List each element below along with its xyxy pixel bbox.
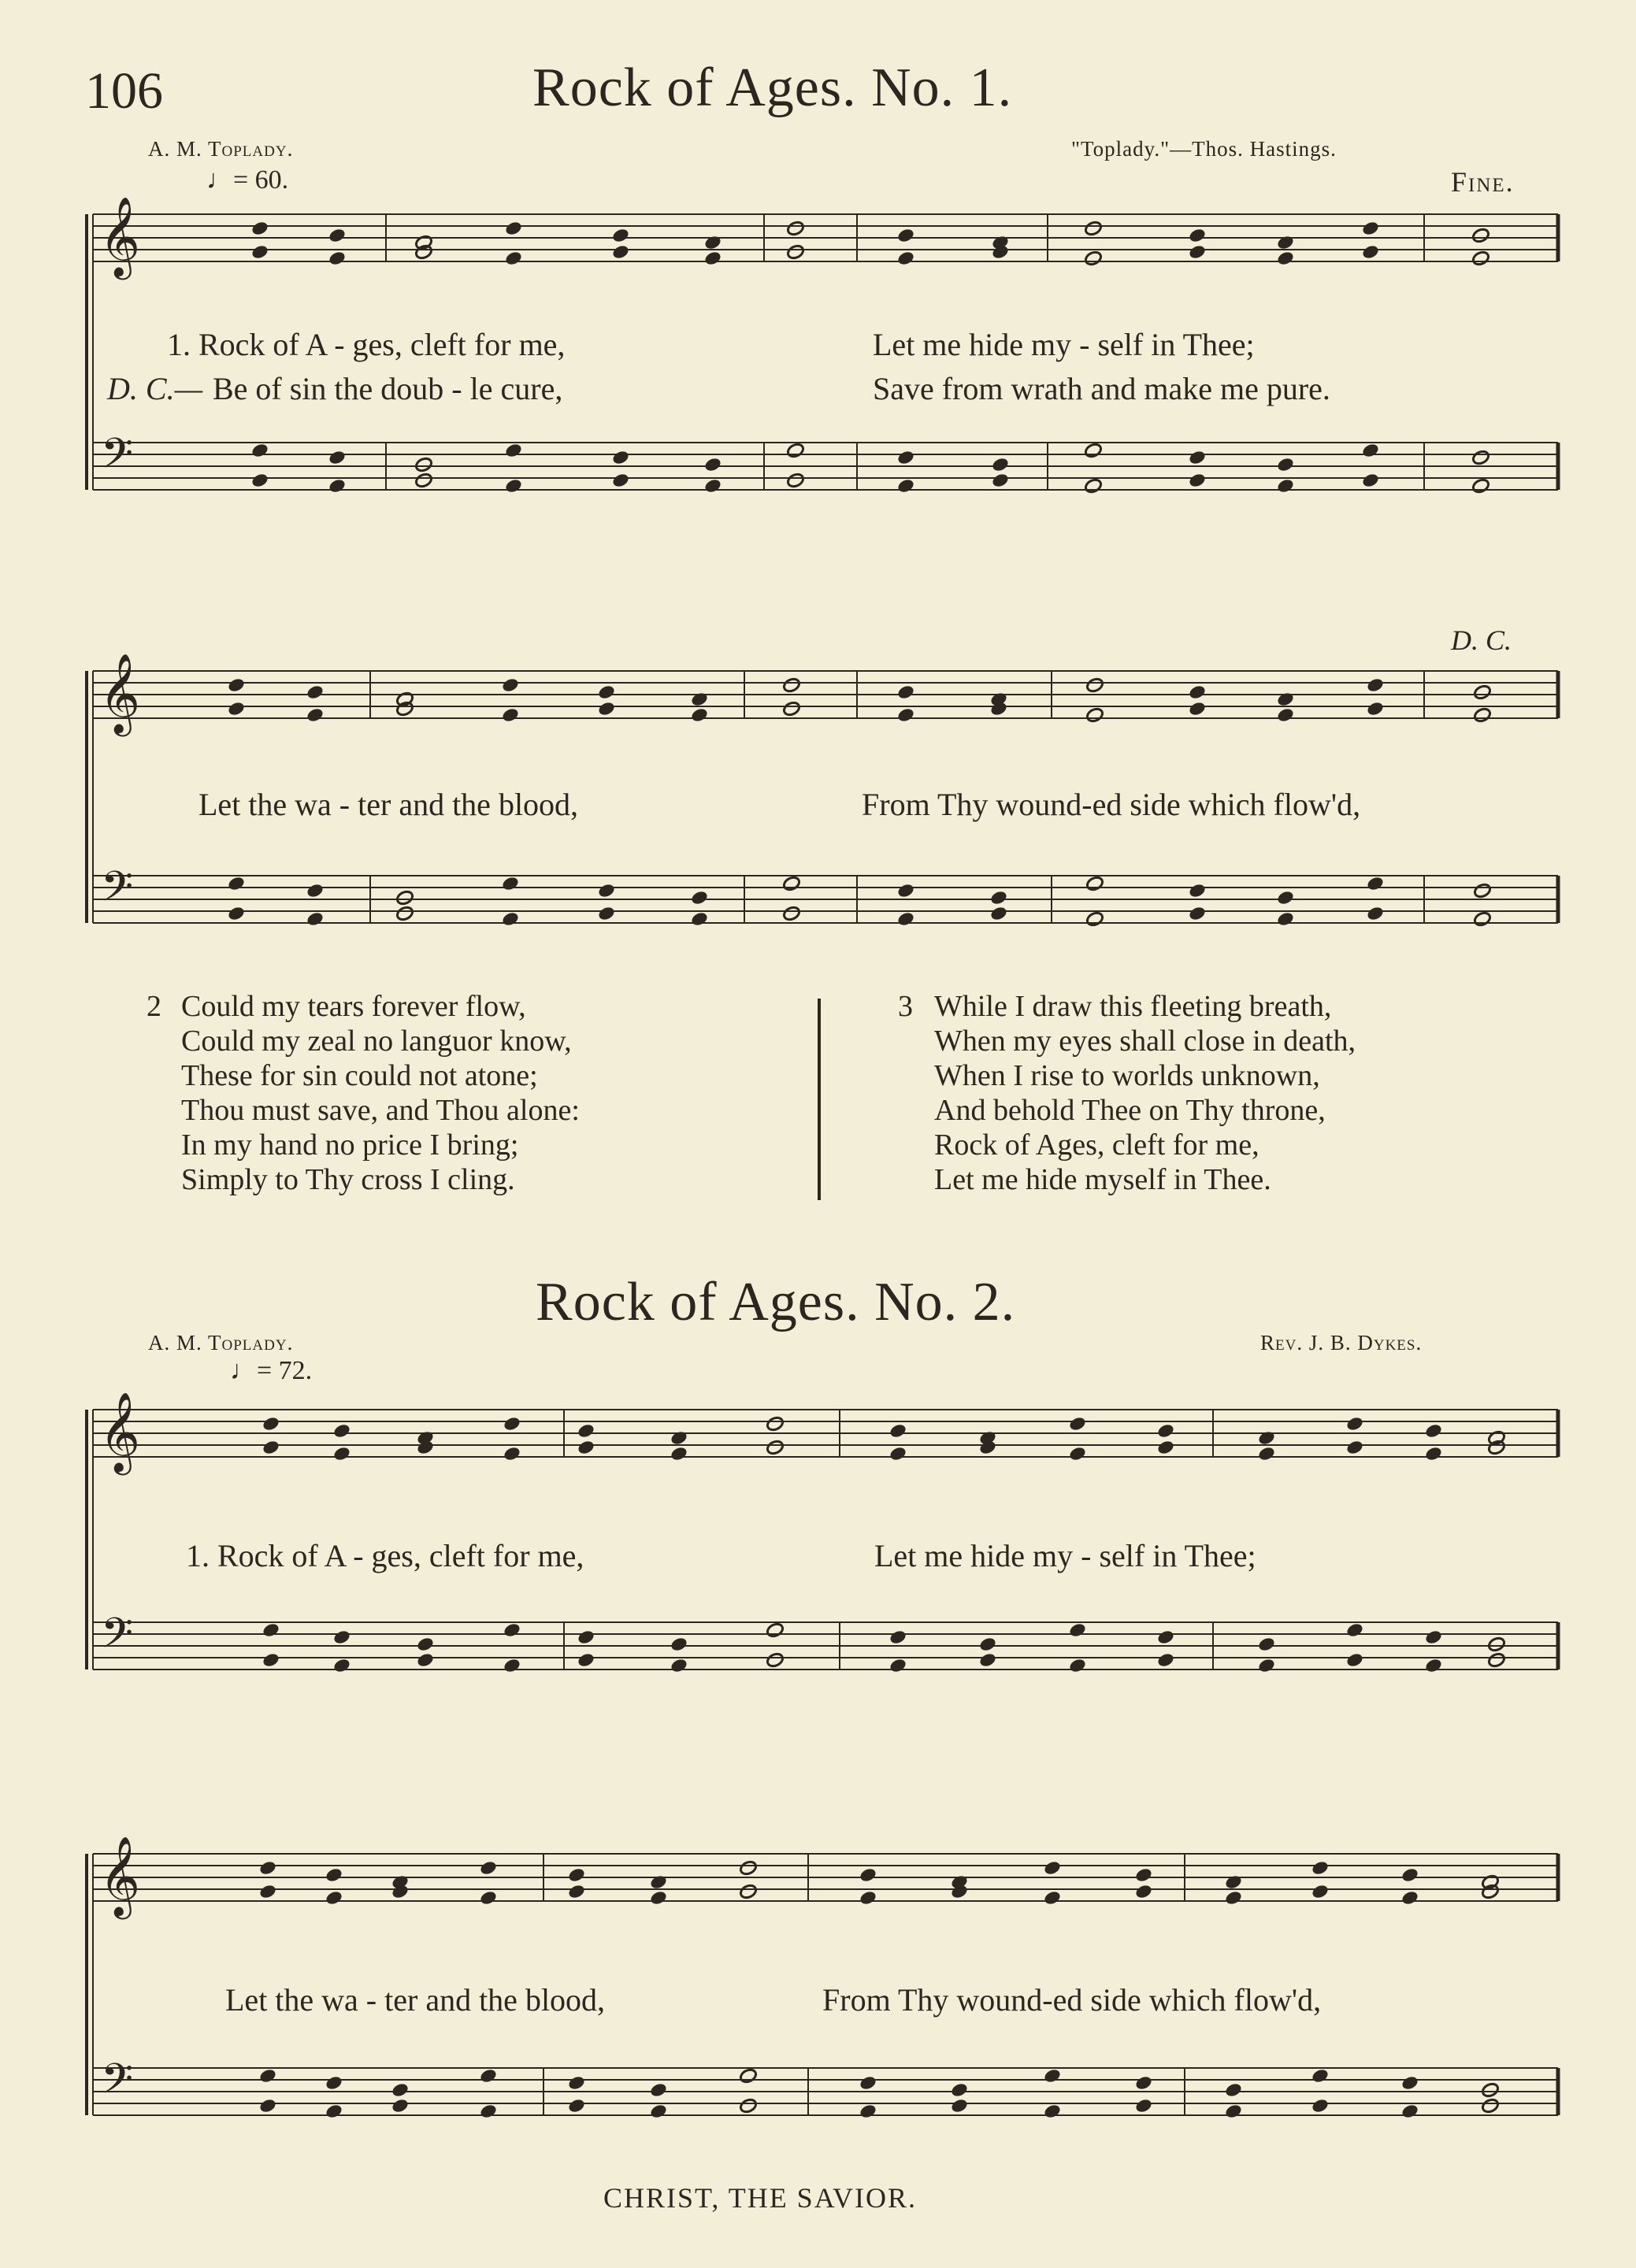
hymn2-system1-note: [1156, 1439, 1175, 1455]
hymn2-system2-bass-clef: 𝄢: [101, 2055, 134, 2114]
hymn1-system1-note: [1471, 449, 1490, 465]
hymn2-system2-note: [950, 2097, 969, 2114]
hymn1-system1-note: [703, 250, 722, 266]
hymn1-system1-note: [1361, 243, 1380, 260]
hymn2-system2-note: [1224, 2081, 1243, 2098]
section-footer: CHRIST, THE SAVIOR.: [603, 2182, 918, 2214]
hymn1-system1-note: [1276, 456, 1295, 472]
hymn1-system1-note: [328, 449, 347, 465]
hymn2-title: Rock of Ages. No. 2.: [536, 1272, 1016, 1332]
hymn1-system2-note: [501, 676, 520, 693]
stanza-2-line-4: Thou must save, and Thou alone:: [181, 1094, 580, 1127]
hymn1-system2-note: [597, 684, 616, 700]
hymn2-system2-note: [479, 1859, 498, 1876]
hymn2-system1-note: [1345, 1439, 1364, 1455]
hymn1-system1-note: [1361, 220, 1380, 236]
hymn2-lyrics-line2b: From Thy wound-ed side which flow'd,: [822, 1982, 1322, 2018]
hymn2-system1-note: [766, 1439, 785, 1455]
hymn2-system2-note: [258, 2067, 277, 2084]
hymn2-system1-note: [577, 1651, 595, 1668]
hymn2-author: A. M. Toplady.: [148, 1331, 294, 1354]
hymn1-system2-note: [690, 889, 709, 906]
hymn1-lyrics-line3: Let the wa - ter and the blood,: [198, 787, 579, 822]
hymn1-system1-note: [611, 227, 630, 243]
hymn1-system1-note: [991, 472, 1010, 488]
hymn2-system2-note: [1134, 1883, 1153, 1899]
hymn1-system1-note: [1471, 250, 1490, 266]
hymn1-system2-note: [1473, 882, 1492, 899]
hymn1-system1-note: [1188, 449, 1207, 465]
hymn1-system1-note: [250, 243, 269, 260]
hymn2-system1-note: [1345, 1621, 1364, 1638]
hymn1-composer: "Toplady."—Thos. Hastings.: [1071, 137, 1337, 161]
hymn1-system2-note: [1276, 706, 1295, 723]
stanza-3-line-2: When my eyes shall close in death,: [934, 1025, 1356, 1058]
stanza-3-line-3: When I rise to worlds unknown,: [934, 1059, 1320, 1092]
hymn2-system2-note: [1400, 1866, 1419, 1883]
hymn1-system1-note: [896, 477, 915, 494]
hymn2-system2-note: [325, 1866, 343, 1883]
hymn2-system2-treble-clef: 𝄞: [99, 1835, 141, 1916]
hymn2-system1-note: [1487, 1636, 1506, 1652]
hymn1-system1-bass-clef: 𝄢: [101, 430, 134, 488]
hymn2-system1-note: [1068, 1415, 1087, 1432]
hymn1-system2-note: [597, 882, 616, 899]
hymn2-system1-note: [332, 1445, 351, 1462]
hymn1-system2-note: [1085, 910, 1104, 927]
stanza-2-line-3: These for sin could not atone;: [181, 1059, 538, 1092]
hymn1-system2-note: [690, 691, 709, 707]
hymn2-system2-note: [739, 1859, 758, 1876]
hymn1-dc-label: D. C.—: [107, 371, 203, 406]
hymn1-system1-note: [1084, 220, 1103, 236]
hymn1-system1-note: [896, 227, 915, 243]
stanza-3-line-1: While I draw this fleeting breath,: [934, 990, 1332, 1023]
hymn1-system1-note: [703, 234, 722, 250]
hymn2-system1-note: [1156, 1629, 1175, 1645]
hymn2-system2-note: [950, 2081, 969, 2098]
hymn2-system1-note: [577, 1422, 595, 1439]
stanza-2-line-1: Could my tears forever flow,: [181, 990, 526, 1023]
hymn1-system1-note: [991, 456, 1010, 472]
hymn1-title: Rock of Ages. No. 1.: [532, 57, 1013, 118]
hymn1-system2-note: [1366, 905, 1385, 921]
hymn2-system1-note: [1257, 1657, 1276, 1673]
hymn1-system1-note: [703, 456, 722, 472]
hymn1-tempo: ♩= 60.: [206, 165, 289, 195]
hymn1-system2-note: [306, 882, 325, 899]
hymn1-system2-note: [306, 910, 325, 927]
hymn1-system1-note: [896, 250, 915, 266]
hymn2-system1-note: [670, 1429, 688, 1446]
hymn2-system1-note: [1424, 1629, 1443, 1645]
hymn2-system2-note: [1311, 2097, 1330, 2114]
hymn2-system1-note: [332, 1422, 351, 1439]
hymn2-system1-note: [1424, 1422, 1443, 1439]
hymn1-system2-bass-clef: 𝄢: [101, 863, 134, 921]
hymn1-system2-note: [1188, 905, 1207, 921]
page-number: 106: [85, 62, 163, 120]
hymn2-system2-note: [1134, 2074, 1153, 2091]
stanza-3-number: 3: [898, 990, 913, 1023]
hymn1-system1-note: [896, 449, 915, 465]
hymn1-system1-treble-clef: 𝄞: [99, 195, 141, 276]
hymn2-system1-note: [503, 1657, 521, 1673]
hymn2-system2-note: [567, 1866, 586, 1883]
hymn2-system1-note: [262, 1439, 280, 1455]
hymn2-system2-note: [859, 2103, 877, 2119]
hymn2-system1-note: [503, 1415, 521, 1432]
hymn2-system1-note: [888, 1629, 907, 1645]
stanza-2-line-5: In my hand no price I bring;: [181, 1128, 519, 1162]
hymn2-system2-note: [1134, 2097, 1153, 2114]
hymn2-system1-note: [670, 1657, 688, 1673]
hymn1-system2-note: [501, 910, 520, 927]
hymn2-system2-note: [391, 2097, 410, 2114]
hymn2-system1-note: [670, 1445, 688, 1462]
hymn2-system2-note: [1043, 2103, 1062, 2119]
hymn2-system2-note: [1311, 1859, 1330, 1876]
hymn1-system2-note: [1188, 700, 1207, 717]
hymn2-system2-note: [1481, 2097, 1500, 2114]
hymn1-system2-note: [989, 889, 1008, 906]
hymn2-system1-note: [577, 1629, 595, 1645]
hymn1-system2-note: [782, 676, 801, 693]
hymn1-system1-note: [1471, 477, 1490, 494]
hymn1-system1-note: [1276, 234, 1295, 250]
hymn1-system1-note: [504, 220, 523, 236]
hymn2-system1-note: [1257, 1429, 1276, 1446]
hymn2-system2-note: [649, 2081, 668, 2098]
hymn2-system1-note: [1487, 1651, 1506, 1668]
hymn1-system1-note: [250, 442, 269, 458]
hymn2-system2-note: [258, 1859, 277, 1876]
hymn1-lyrics-line2: Be of sin the doub - le cure,: [213, 371, 563, 406]
hymn1-system1-note: [611, 472, 630, 488]
hymn2-system2-note: [258, 1883, 277, 1899]
hymn1-system2-note: [1276, 910, 1295, 927]
hymn2-system1-note: [1156, 1651, 1175, 1668]
hymn2-system2-note: [739, 2097, 758, 2114]
hymn2-system2-note: [1224, 2103, 1243, 2119]
hymn2-system1-note: [577, 1439, 595, 1455]
hymn1-system1-note: [504, 250, 523, 266]
hymn1-system1-note: [328, 227, 347, 243]
hymn2-system2-note: [1134, 1866, 1153, 1883]
hymn1-system2-note: [896, 706, 915, 723]
hymn1-system2-treble-clef: 𝄞: [99, 652, 141, 733]
hymn1-system1-note: [786, 472, 805, 488]
hymn2-system2-note: [567, 2097, 586, 2114]
hymn2-system2-note: [859, 1889, 877, 1906]
hymn2-system2-note: [479, 2067, 498, 2084]
hymn1-system1-note: [1471, 227, 1490, 243]
hymn1-system1-note: [328, 250, 347, 266]
hymn2-system1-note: [1424, 1445, 1443, 1462]
stanza-3-line-5: Rock of Ages, cleft for me,: [934, 1128, 1259, 1162]
hymn1-system1-note: [1361, 442, 1380, 458]
hymn1-system2-note: [1085, 706, 1104, 723]
hymn2-system2-note: [1481, 2081, 1500, 2098]
hymn2-system2-note: [1400, 2103, 1419, 2119]
hymn2-system1-note: [766, 1415, 785, 1432]
stanza-2-number: 2: [147, 990, 161, 1023]
hymn2-system2-note: [1043, 1859, 1062, 1876]
hymn1-lyrics-line3b: From Thy wound-ed side which flow'd,: [862, 787, 1361, 822]
hymn1-system2-note: [1085, 875, 1104, 891]
hymn1-system1-note: [611, 243, 630, 260]
hymn2-system1-note: [766, 1651, 785, 1668]
hymn2-system2-note: [258, 2097, 277, 2114]
hymn2-lyrics-line1b: Let me hide my - self in Thee;: [874, 1538, 1256, 1573]
hymn2-system1-note: [978, 1651, 997, 1668]
hymn1-system1-note: [328, 477, 347, 494]
hymn1-system2-note: [1366, 875, 1385, 891]
hymn1-system1-note: [786, 220, 805, 236]
hymn1-system2-note: [989, 905, 1008, 921]
hymn2-system1-note: [1068, 1445, 1087, 1462]
hymn1-system1-note: [786, 243, 805, 260]
stanza-3-line-6: Let me hide myself in Thee.: [934, 1163, 1271, 1196]
hymn1-system1-note: [414, 456, 433, 472]
hymn1-dc-mark: D. C.: [1451, 624, 1512, 656]
hymn2-system1-note: [888, 1657, 907, 1673]
hymn1-system1-note: [1084, 250, 1103, 266]
hymn1-system2-note: [597, 905, 616, 921]
hymn1-system2-note: [501, 706, 520, 723]
hymn1-system2-note: [782, 700, 801, 717]
hymn1-system2-note: [1085, 676, 1104, 693]
hymn2-system2-note: [1400, 1889, 1419, 1906]
hymn2-system1-note: [670, 1636, 688, 1652]
hymn1-system2-note: [896, 910, 915, 927]
hymn1-system2-note: [1366, 700, 1385, 717]
hymn1-system2-note: [227, 875, 246, 891]
hymn2-system2-note: [1311, 2067, 1330, 2084]
hymn1-system1-note: [250, 472, 269, 488]
hymn2-tempo: ♩= 72.: [230, 1356, 313, 1385]
hymn2-system1-note: [1345, 1415, 1364, 1432]
hymn1-system1-note: [1188, 243, 1207, 260]
hymn2-system2-note: [567, 2074, 586, 2091]
hymn1-system2-note: [306, 684, 325, 700]
hymn1-system2-note: [690, 910, 709, 927]
hymn1-system2-note: [896, 882, 915, 899]
hymn1-system1-note: [703, 477, 722, 494]
hymn2-system1-note: [1068, 1657, 1087, 1673]
hymn2-system2-note: [391, 2081, 410, 2098]
hymn1-system1-note: [1188, 227, 1207, 243]
hymn2-system1-note: [1257, 1445, 1276, 1462]
hymn2-system2-note: [567, 1883, 586, 1899]
hymn1-system2-note: [227, 676, 246, 693]
hymn2-system1-note: [1424, 1657, 1443, 1673]
hymn2-system2-note: [479, 1889, 498, 1906]
hymn1-system1-note: [504, 477, 523, 494]
hymn2-system1-note: [766, 1621, 785, 1638]
hymn1-system2-note: [501, 875, 520, 891]
hymn1-system1-note: [786, 442, 805, 458]
hymn2-system1-note: [416, 1651, 435, 1668]
hymn1-system2-note: [782, 875, 801, 891]
hymn2-system1-note: [888, 1422, 907, 1439]
hymn2-system2-note: [739, 2067, 758, 2084]
hymn2-system1-note: [1257, 1636, 1276, 1652]
hymn1-system2-note: [597, 700, 616, 717]
hymn2-system2-note: [325, 1889, 343, 1906]
hymn2-system2-note: [479, 2103, 498, 2119]
hymn1-system1-note: [1188, 472, 1207, 488]
stanza-2-line-2: Could my zeal no languor know,: [181, 1025, 572, 1058]
hymn1-system1-note: [504, 442, 523, 458]
hymn2-system2-note: [325, 2103, 343, 2119]
hymn2-system2-note: [649, 1889, 668, 1906]
hymn1-system2-note: [782, 905, 801, 921]
hymn1-system1-note: [1276, 250, 1295, 266]
hymn2-system1-note: [262, 1415, 280, 1432]
hymn2-system1-note: [1345, 1651, 1364, 1668]
hymn2-system2-note: [859, 1866, 877, 1883]
stanza-2-line-6: Simply to Thy cross I cling.: [181, 1163, 515, 1196]
hymn1-system2-note: [1473, 706, 1492, 723]
hymn2-system1-treble-clef: 𝄞: [99, 1391, 141, 1472]
hymn1-system1-note: [611, 449, 630, 465]
hymn2-system2-note: [1224, 1889, 1243, 1906]
hymn1-system2-note: [1188, 882, 1207, 899]
hymn1-system1-note: [1361, 472, 1380, 488]
hymn2-system1-note: [416, 1636, 435, 1652]
hymn2-system1-note: [332, 1657, 351, 1673]
hymn2-system2-note: [739, 1883, 758, 1899]
hymn1-system2-note: [306, 706, 325, 723]
hymn1-system2-note: [1276, 889, 1295, 906]
hymn1-system1-note: [1276, 477, 1295, 494]
hymn2-system1-note: [503, 1621, 521, 1638]
hymn1-system2-note: [1473, 684, 1492, 700]
hymn1-system1-note: [250, 220, 269, 236]
hymn2-system2-note: [649, 1873, 668, 1890]
hymn2-system2-note: [1224, 1873, 1243, 1890]
hymn2-system1-note: [262, 1621, 280, 1638]
hymn1-system2-note: [896, 684, 915, 700]
hymn1-system2-note: [395, 905, 414, 921]
hymn1-system1-note: [1084, 442, 1103, 458]
hymn1-fine-mark: Fine.: [1451, 166, 1515, 198]
hymn1-system2-note: [227, 700, 246, 717]
hymn1-lyrics-line1b: Let me hide my - self in Thee;: [873, 327, 1255, 362]
hymn2-system2-note: [859, 2074, 877, 2091]
hymn2-system2-note: [649, 2103, 668, 2119]
hymn2-system1-note: [888, 1445, 907, 1462]
hymn1-system2-note: [1188, 684, 1207, 700]
hymn1-system2-note: [395, 889, 414, 906]
hymn2-system2-note: [1400, 2074, 1419, 2091]
hymn2-system1-bass-clef: 𝄢: [101, 1610, 134, 1668]
hymn1-system1-note: [1084, 477, 1103, 494]
hymn2-system2-note: [1311, 1883, 1330, 1899]
hymn2-system1-note: [1068, 1621, 1087, 1638]
hymn2-system2-note: [325, 2074, 343, 2091]
hymn1-system2-note: [1276, 691, 1295, 707]
hymn2-lyrics-line2: Let the wa - ter and the blood,: [225, 1982, 606, 2018]
stanza-3-line-4: And behold Thee on Thy throne,: [934, 1094, 1326, 1127]
hymn2-system1-note: [332, 1629, 351, 1645]
hymn1-lyrics-line1: 1. Rock of A - ges, cleft for me,: [167, 327, 566, 362]
hymn1-system2-note: [227, 905, 246, 921]
hymn2-system1-note: [1156, 1422, 1175, 1439]
hymn2-system1-note: [978, 1636, 997, 1652]
hymn2-system1-note: [262, 1651, 280, 1668]
hymn2-system2-note: [1043, 2067, 1062, 2084]
hymn1-system1-note: [414, 472, 433, 488]
hymn2-system2-note: [1043, 1889, 1062, 1906]
hymn1-system2-note: [690, 706, 709, 723]
hymn1-lyrics-line2b: Save from wrath and make me pure.: [873, 371, 1330, 406]
hymn1-system2-note: [1473, 910, 1492, 927]
hymn2-system1-note: [503, 1445, 521, 1462]
hymn2-lyrics-line1: 1. Rock of A - ges, cleft for me,: [186, 1538, 584, 1573]
hymn1-system2-note: [1366, 676, 1385, 693]
hymn1-author: A. M. Toplady.: [148, 137, 294, 161]
hymn2-composer: Rev. J. B. Dykes.: [1260, 1331, 1423, 1354]
